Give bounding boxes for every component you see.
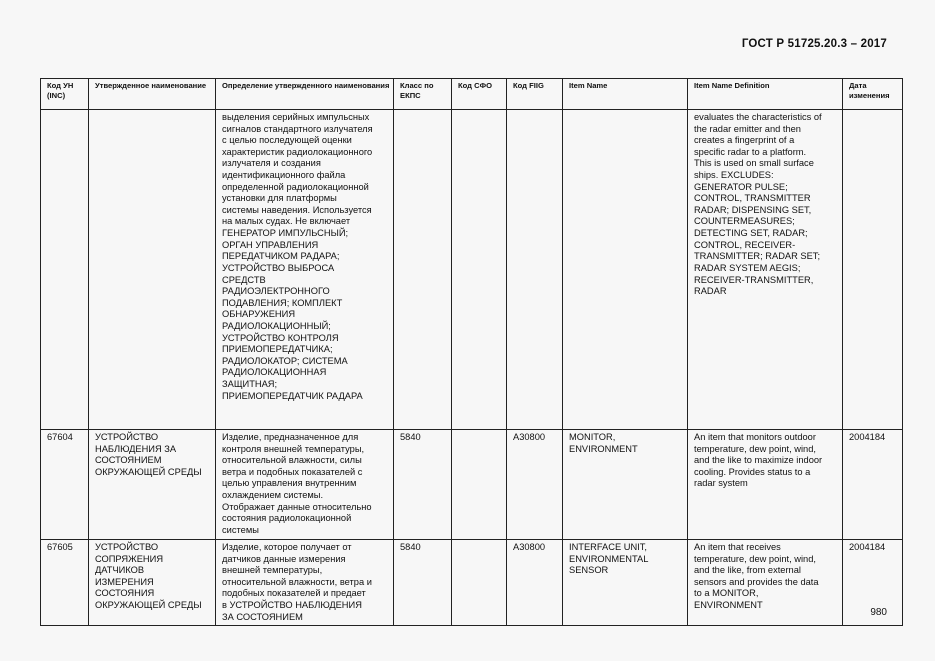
cell-fiig-code: A30800 <box>507 430 563 540</box>
cell-change-date: 2004184 <box>843 430 903 540</box>
cell-sfo-code <box>452 110 507 430</box>
cell-ekps-class <box>394 110 452 430</box>
cell-change-date: 2004184 <box>843 540 903 626</box>
col-header-definition: Определение утвержденного наименования <box>216 79 394 110</box>
table-row <box>41 110 903 430</box>
document-header: ГОСТ Р 51725.20.3 – 2017 <box>741 38 887 50</box>
col-header-inc: Код УН (INC) <box>41 79 89 110</box>
cell-approved-name: УСТРОЙСТВО НАБЛЮДЕНИЯ ЗА СОСТОЯНИЕМ ОКРУЖАЮЩЕЙ СРЕДЫ <box>89 430 216 540</box>
cell-ekps-class: 5840 <box>394 540 452 626</box>
table-row <box>41 430 903 540</box>
cell-item-name-definition: An item that receives temperature, dew point, wind, and the like, from external sensors and provides the data to a MONITOR, ENVIRONMENT <box>688 540 843 626</box>
cell-fiig-code: A30800 <box>507 540 563 626</box>
table-header-row <box>41 79 903 110</box>
col-header-fiig-code: Код FIIG <box>507 79 563 110</box>
cell-item-name-definition: evaluates the characteristics of the radar emitter and then creates a fingerprint of a specific radar to a platform. This is used on small surface ships. EXCLUDES: GENERATOR PULSE; CONTROL, TRANSMITTER RADAR; DISPENSING SET, COUNTERMEASURES; DETECTING SET, RADAR; CONTROL, RECEIVER- TRANSMITTER; RADAR SET; RADAR SYSTEM AEGIS; RECEIVER-TRANSMITTER, RADAR <box>688 110 843 430</box>
col-header-change-date: Дата изменения <box>843 79 903 110</box>
cell-inc: 67604 <box>41 430 89 540</box>
table-row <box>41 540 903 626</box>
cell-ekps-class: 5840 <box>394 430 452 540</box>
cell-approved-name <box>89 110 216 430</box>
col-header-item-name-definition: Item Name Definition <box>688 79 843 110</box>
cell-change-date <box>843 110 903 430</box>
cell-fiig-code <box>507 110 563 430</box>
cell-item-name: MONITOR, ENVIRONMENT <box>563 430 688 540</box>
cell-definition: выделения серийных импульсных сигналов стандартного излучателя с целью последующей оценки характеристик радиолокационного излучателя и создания идентификационного файла определенной радиолокационной установки для платформы системы наведения. Используется на малых судах. Не включает ГЕНЕРАТОР ИМПУЛЬСНЫЙ; ОРГАН УПРАВЛЕНИЯ ПЕРЕДАТЧИКОМ РАДАРА; УСТРОЙСТВО ВЫБРОСА СРЕДСТВ РАДИОЭЛЕКТРОННОГО ПОДАВЛЕНИЯ; КОМПЛЕКТ ОБНАРУЖЕНИЯ РАДИОЛОКАЦИОННЫЙ; УСТРОЙСТВО КОНТРОЛЯ ПРИЕМОПЕРЕДАТЧИКА; РАДИОЛОКАТОР; СИСТЕМА РАДИОЛОКАЦИОННАЯ ЗАЩИТНАЯ; ПРИЕМОПЕРЕДАТЧИК РАДАРА <box>216 110 394 430</box>
col-header-item-name: Item Name <box>563 79 688 110</box>
cell-sfo-code <box>452 430 507 540</box>
cell-approved-name: УСТРОЙСТВО СОПРЯЖЕНИЯ ДАТЧИКОВ ИЗМЕРЕНИЯ СОСТОЯНИЯ ОКРУЖАЮЩЕЙ СРЕДЫ <box>89 540 216 626</box>
cell-sfo-code <box>452 540 507 626</box>
cell-item-name: INTERFACE UNIT, ENVIRONMENTAL SENSOR <box>563 540 688 626</box>
col-header-ekps-class: Класс по ЕКПС <box>394 79 452 110</box>
col-header-approved-name: Утвержденное наименование <box>89 79 216 110</box>
col-header-sfo-code: Код СФО <box>452 79 507 110</box>
catalog-table <box>40 78 903 626</box>
cell-inc: 67605 <box>41 540 89 626</box>
cell-definition: Изделие, которое получает от датчиков данные измерения внешней температуры, относительной влажности, ветра и подобных показателей и предает в УСТРОЙСТВО НАБЛЮДЕНИЯ ЗА СОСТОЯНИЕМ <box>216 540 394 626</box>
page-number: 980 <box>870 607 887 618</box>
cell-inc <box>41 110 89 430</box>
cell-definition: Изделие, предназначенное для контроля внешней температуры, относительной влажности, силы ветра и подобных показателей с целью управления внутренним охлаждением системы. Отображает данные относительно состояния радиолокационной системы <box>216 430 394 540</box>
cell-item-name <box>563 110 688 430</box>
cell-item-name-definition: An item that monitors outdoor temperature, dew point, wind, and the like to maximize indoor cooling. Provides status to a radar system <box>688 430 843 540</box>
